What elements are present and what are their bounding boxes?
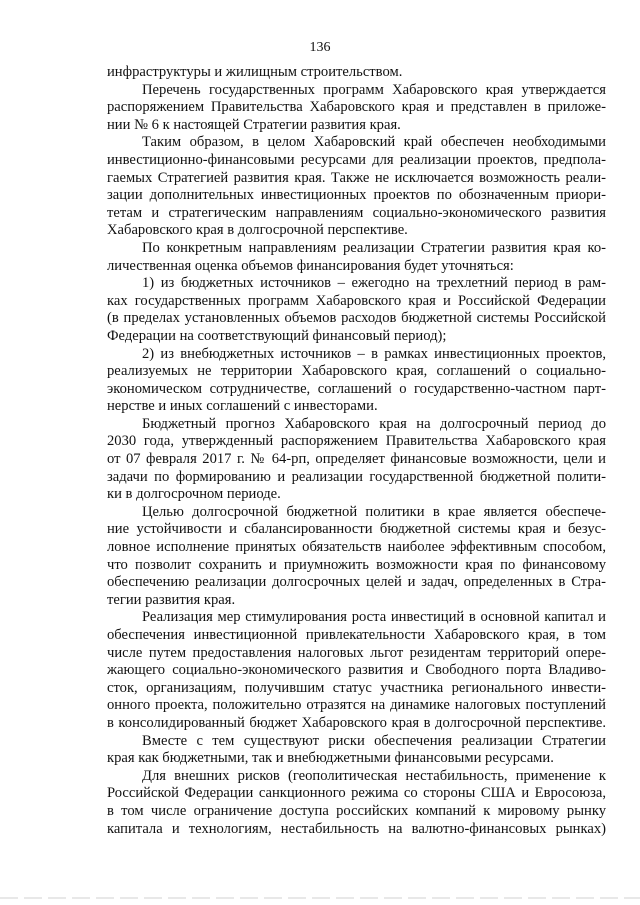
text-line: Целью долгосрочной бюджетной политики в крае является обеспече- — [142, 503, 606, 520]
text-line: нерстве и иных соглашений с инвесторами. — [107, 398, 378, 415]
text-line: экономическом сотрудничестве, соглашений о государственно-частном парт- — [107, 380, 606, 397]
text-line: обеспечению реализации долгосрочных целей и задач, определенных в Стра- — [107, 574, 606, 591]
text-line: реализуемых не территории Хабаровского края, соглашений о социально- — [107, 363, 606, 380]
text-line: тегии развития края. — [107, 591, 236, 608]
text-line: края как бюджетными, так и внебюджетными финансовыми ресурсами. — [107, 750, 554, 767]
page-number: 136 — [309, 40, 331, 55]
text-line: нии № 6 к настоящей Стратегии развития края. — [107, 116, 401, 133]
text-line: задачи по формированию и реализации государственной бюджетной полити- — [107, 468, 606, 485]
text-line: числе путем предоставления налоговых льгот резидентам территорий опере- — [107, 644, 606, 661]
text-line: инвестиционно-финансовыми ресурсами для реализации проектов, предпола- — [107, 151, 606, 168]
text-line: онного проекта, положительно отразятся на динамике налоговых поступлений — [107, 697, 606, 714]
text-line: распоряжением Правительства Хабаровского края и представлен в приложе- — [107, 99, 606, 116]
text-line: 2030 года, утвержденный распоряжением Правительства Хабаровского края — [107, 433, 606, 450]
text-line: что позволит сохранить и приумножить возможности края по финансовому — [107, 556, 606, 573]
text-line: личественная оценка объемов финансирования будет уточняться: — [107, 257, 514, 274]
text-line: (в пределах установленных объемов расходов бюджетной системы Российской — [107, 310, 606, 327]
text-line: Хабаровского края в долгосрочной перспективе. — [107, 222, 408, 239]
text-line: в том числе ограничение доступа российских компаний к мировому рынку — [107, 802, 606, 819]
text-line: обеспечения инвестиционной привлекательности Хабаровского края, в том — [107, 627, 606, 643]
text-line: 1) из бюджетных источников – ежегодно на трехлетний период в рам- — [142, 275, 606, 292]
text-line: сток, организациям, получившим статус участника регионального инвести- — [107, 679, 606, 696]
document-body — [107, 64, 606, 838]
text-line: Бюджетный прогноз Хабаровского края на долгосрочный период до — [142, 415, 606, 432]
text-line: 2) из внебюджетных источников – в рамках инвестиционных проектов, — [142, 345, 606, 362]
text-line: Российской Федерации санкционного режима со стороны США и Евросоюза, — [107, 785, 606, 802]
text-line: Федерации на соответствующий финансовый период); — [107, 327, 447, 344]
text-line: жающего социально-экономического развития и Свободного порта Владиво- — [107, 662, 606, 679]
scan-artifact-line — [0, 897, 640, 899]
text-line: ловное исполнение принятых обязательств наиболее эффективным способом, — [107, 539, 606, 556]
text-line: Вместе с тем существуют риски обеспечения реализации Стратегии — [142, 732, 606, 749]
text-line: ках государственных программ Хабаровского края и Российской Федерации — [107, 292, 606, 309]
text-line: Таким образом, в целом Хабаровский край обеспечен необходимыми — [142, 134, 606, 151]
text-line: По конкретным направлениям реализации Стратегии развития края ко- — [142, 239, 606, 256]
text-line: ки в долгосрочном периоде. — [107, 486, 281, 503]
text-line: Для внешних рисков (геополитическая нестабильность, применение к — [142, 767, 606, 784]
text-line: Перечень государственных программ Хабаровского края утверждается — [142, 81, 606, 98]
text-line: инфраструктуры и жилищным строительством. — [107, 64, 403, 80]
text-line: капитала и технологиям, нестабильность на валютно-финансовых рынках) — [107, 820, 606, 837]
text-line: от 07 февраля 2017 г. № 64-рп, определяет финансовые возможности, цели и — [107, 451, 606, 468]
text-line: Реализация мер стимулирования роста инвестиций в основной капитал и — [142, 609, 606, 626]
text-line: ние устойчивости и сбалансированности бюджетной системы края и безус- — [107, 521, 606, 538]
text-line: гаемых Стратегией развития края. Также не исключается возможность реали- — [107, 169, 606, 186]
text-line: тетам и стратегическим направлениям социально-экономического развития — [107, 204, 606, 221]
text-line: в консолидированный бюджет Хабаровского края в долгосрочной перспективе. — [107, 714, 606, 731]
text-line: зации дополнительных инвестиционных проектов по обозначенным приори- — [107, 187, 606, 204]
